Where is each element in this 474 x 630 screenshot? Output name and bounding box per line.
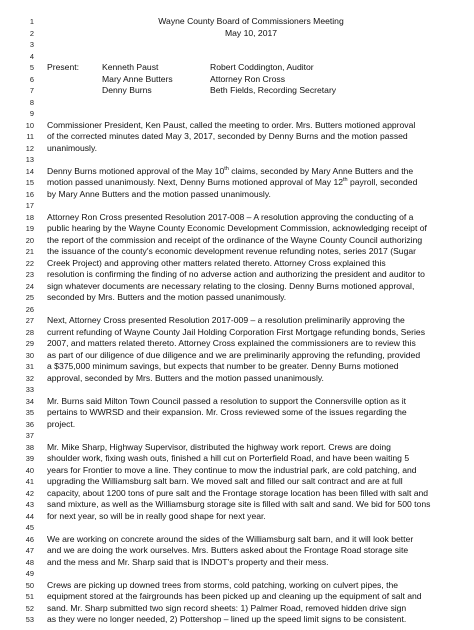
line-22: 22 Creek Project) and approving other matters related thereto. Attorney Cross explained this xyxy=(25,257,386,268)
line-35: 35 pertains to WWRSD and their expansion. Mr. Cross reviewed some of the issues regarding the xyxy=(25,407,407,417)
line-2: 2 May 10, 2017 xyxy=(0,28,474,40)
line-5: 5 Present: Kenneth Paust Robert Coddington, Auditor xyxy=(29,62,314,72)
line-15: 15 motion passed unanimously. Next, Denny Burns motioned approval of May 12th payroll, seconded xyxy=(25,177,418,187)
line-27: 27 Next, Attorney Cross presented Resolution 2017-009 – a resolution preliminarily approving the xyxy=(25,315,405,325)
present-label: Present: xyxy=(47,62,80,72)
attendee-name: Denny Burns xyxy=(102,85,152,95)
line-3: 3 xyxy=(29,40,34,49)
attendee-name: Attorney Ron Cross xyxy=(210,73,285,84)
line-51: 51 equipment stored at the fairgrounds has been picked up and cleaning up the equipment of salt and xyxy=(25,591,422,601)
line-6: 6 Mary Anne Butters Attorney Ron Cross xyxy=(29,73,285,84)
line-16: 16 by Mary Anne Butters and the motion passed unanimously. xyxy=(25,188,271,199)
line-42: 42 capacity, about 1200 tons of pure salt and the Frontage storage location has been filled with salt and xyxy=(25,487,429,498)
line-24: 24 sign whatever documents are necessary relating to the closing. Denny Burns motioned approval, xyxy=(25,280,415,291)
line-43: 43 sand mixture, as well as the Williamsburg storage site is filled with salt and sand. We bid for 500 tons xyxy=(25,499,431,509)
line-36: 36 project. xyxy=(25,418,76,429)
line-33: 33 xyxy=(25,385,34,394)
line-14: 14 Denny Burns motioned approval of the May 10th claims, seconded by Mary Anne Butters and the xyxy=(25,165,414,176)
line-26: 26 xyxy=(25,304,34,314)
line-41: 41 upgrading the Williamsburg salt barn. We moved salt and filled our salt contract and are at full xyxy=(25,476,403,486)
line-47: 47 and we are doing the work ourselves. Mrs. Butters asked about the Frontage Road storage site xyxy=(25,545,409,555)
line-18: 18 Attorney Ron Cross presented Resolution 2017-008 – A resolution approving the conducting of a xyxy=(25,211,414,222)
line-13: 13 xyxy=(25,155,34,164)
meeting-title: Wayne County Board of Commissioners Meeting xyxy=(158,16,344,26)
line-38: 38 Mr. Mike Sharp, Highway Supervisor, distributed the highway work report. Crews are doing xyxy=(25,441,391,452)
line-49: 49 xyxy=(25,569,34,578)
attendee-name: Beth Fields, Recording Secretary xyxy=(210,85,337,95)
line-44: 44 for next year, so will be in really good shape for next year. xyxy=(25,510,266,521)
line-53: 53 as they were no longer needed, 2) Pottershop – lined up the speed limit signs to be consistent. xyxy=(25,614,407,624)
attendee-name: Mary Anne Butters xyxy=(102,73,173,84)
line-29: 29 2007, and matters related thereto. Attorney Cross explained the commissioners are to review this xyxy=(25,338,416,348)
line-40: 40 years for Frontier to move a line. They continue to mow the industrial park, are cold patching, and xyxy=(25,464,417,475)
line-21: 21 the issuance of the county's economic development revenue refunding notes, series 2017 (Sugar xyxy=(25,246,417,256)
line-28: 28 current refunding of Wayne County Jail Holding Corporation First Mortgage refunding bonds, Series xyxy=(25,326,426,337)
line-12: 12 unanimously. xyxy=(25,142,97,153)
line-52: 52 sand. Mr. Sharp submitted two sign record sheets: 1) Palmer Road, removed hidden drive sign xyxy=(25,602,407,613)
line-39: 39 shoulder work, fixing wash outs, finished a hill cut on Porterfield Road, and have been waiting 5 xyxy=(25,453,410,463)
attendee-name: Kenneth Paust xyxy=(102,62,159,72)
line-7: 7 Denny Burns Beth Fields, Recording Secretary xyxy=(29,85,337,95)
line-8: 8 xyxy=(29,97,34,107)
line-46: 46 We are working on concrete around the sides of the Williamsburg salt barn, and it will look better xyxy=(25,533,414,544)
line-10: 10 Commissioner President, Ken Paust, called the meeting to order. Mrs. Butters motioned approval xyxy=(25,119,416,130)
line-48: 48 and the mess and Mr. Sharp said that is INDOT's property and their mess. xyxy=(25,556,329,567)
line-17: 17 xyxy=(25,201,34,210)
line-23: 23 resolution is confirming the finding of no adverse action and authorizing the president and auditor to xyxy=(25,269,425,279)
line-11: 11 of the corrected minutes dated May 3, 2017, seconded by Denny Burns and the motion passed xyxy=(26,131,408,141)
line-50: 50 Crews are picking up downed trees from storms, cold patching, working on culvert pipes, the xyxy=(25,579,399,590)
line-25: 25 seconded by Mrs. Butters and the motion passed unanimously. xyxy=(25,292,287,302)
meeting-date: May 10, 2017 xyxy=(224,27,278,38)
line-32: 32 approval, seconded by Mrs. Butters and the motion passed unanimously. xyxy=(25,372,324,383)
line-31: 31 a $375,000 minimum savings, but expects that number to be greater. Denny Burns motioned xyxy=(25,361,399,371)
line-30: 30 as part of our diligence of due diligence and we are preliminarily approving the refunding, provided xyxy=(25,349,421,360)
line-9: 9 xyxy=(29,109,34,118)
line-20: 20 the report of the commission and receipt of the ordinance of the Wayne County Council authorizing xyxy=(25,234,423,245)
line-34: 34 Mr. Burns said Milton Town Council passed a resolution to support the Connersville option as it xyxy=(25,395,407,406)
line-19: 19 public hearing by the Wayne County Economic Development Commission, acknowledging receipt of xyxy=(25,223,427,233)
line-37: 37 xyxy=(25,431,34,440)
attendee-name: Robert Coddington, Auditor xyxy=(210,62,314,72)
line-1: 1 Wayne County Board of Commissioners Meeting xyxy=(0,16,474,28)
line-45: 45 xyxy=(25,523,34,532)
line-4: 4 xyxy=(29,51,34,61)
